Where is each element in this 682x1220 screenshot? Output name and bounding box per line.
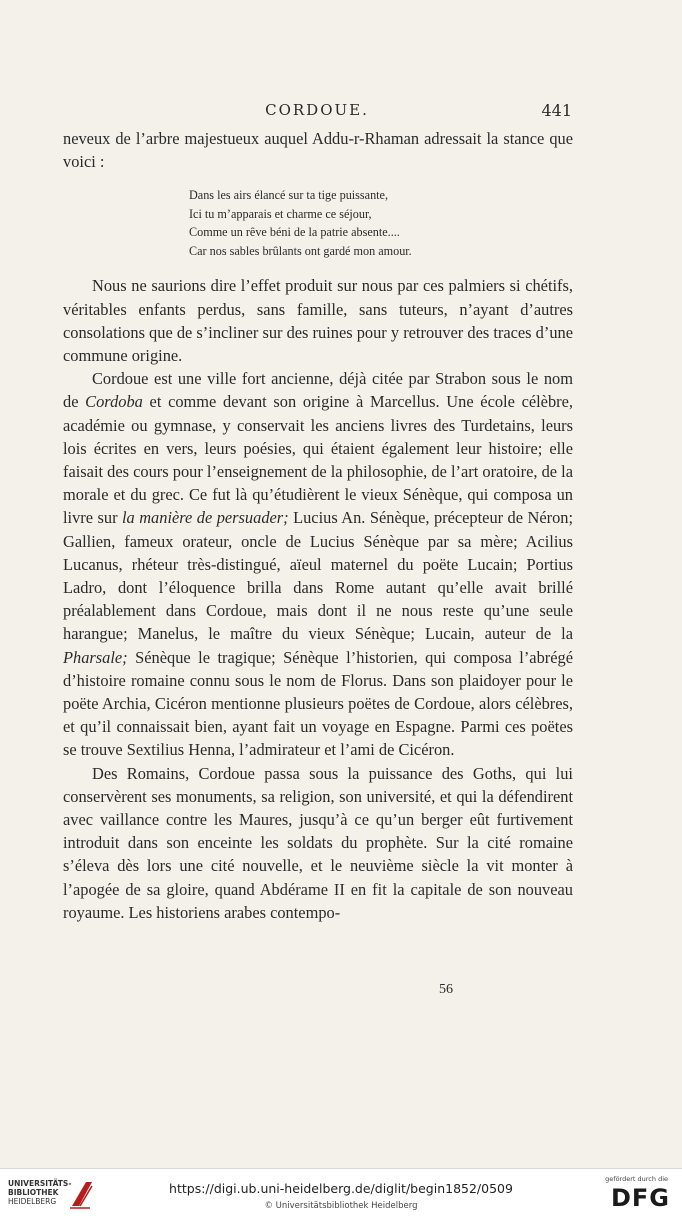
running-title: CORDOUE. bbox=[265, 101, 369, 119]
signature-mark: 56 bbox=[439, 982, 453, 997]
italic-pharsale: Pharsale; bbox=[63, 647, 128, 667]
paragraph-romains-goths: Des Romains, Cordoue passa sous la puissance des Goths, qui lui conservèrent ses monuments, sa religion, son université, et qui la défendirent avec vaillance contre les Maures, jusqu’à ce qu’un berger eût furtivement introduit dans son enceinte les soldats du prophète. Sur la cité romaine s’éleva dès lors une cité nouvelle, et le neuvième siècle la vit monter à l’apogée de sa gloire, quand Abdérame II en fit la capitale de son nouveau royaume. Les historiens arabes contempo- bbox=[63, 763, 573, 922]
dfg-caption: gefördert durch die bbox=[605, 1175, 668, 1183]
dfg-logo[interactable]: DFG bbox=[610, 1184, 670, 1212]
page-number: 441 bbox=[541, 101, 572, 120]
running-head bbox=[62, 101, 572, 123]
text-run: Sénèque le tragique; Sénèque l’historien, qui composa l’abrégé d’histoire romaine connu sous le nom de Florus. Dans son plaidoyer pour le poëte Archia, Cicéron mentionne plusieurs poëtes de Cordoue, alors célèbres, et qu’il connaissait bien, ayant fait un voyage en Espagne. Parmi ces poëtes se trouve Sextilius Henna, l’admirateur et l’ami de Cicéron. bbox=[63, 647, 573, 760]
paragraph-cordoue-ancienne bbox=[63, 367, 573, 761]
verse-line: Car nos sables brûlants ont gardé mon amour. bbox=[189, 243, 412, 258]
paragraph-palmiers: Nous ne saurions dire l’effet produit sur nous par ces palmiers si chétifs, véritables enfants perdus, sans famille, sans tuteurs, n’ayant d’autres consolations que de s’incliner sur des ruines pour y retrouver des traces d’une commune origine. bbox=[63, 276, 573, 366]
permalink-url[interactable]: https://digi.ub.uni-heidelberg.de/diglit/begin1852/0509 bbox=[169, 1181, 513, 1196]
viewer-footer bbox=[0, 1168, 682, 1220]
body-text bbox=[63, 127, 573, 924]
italic-cordoba: Cordoba bbox=[85, 392, 143, 412]
verse-line: Ici tu m’apparais et charme ce séjour, bbox=[189, 206, 372, 221]
text-run: et comme devant son origine à Marcellus. Une école célèbre, académie ou gymnase, y conservait les anciens livres des Turdetains, leurs lois écrites en vers, leurs poésies, qui étaient également leur histoire; elle faisait des cours pour l’enseignement de la philosophie, de l’art oratoire, de la morale et du grec. Ce fut là qu’étudièrent le vieux Sénèque, qui composa un livre sur bbox=[63, 392, 573, 528]
italic-book-title: la manière de persuader; bbox=[122, 508, 289, 528]
verse-line: Dans les airs élancé sur ta tige puissante, bbox=[189, 188, 388, 203]
copyright-notice: © Universitätsbibliothek Heidelberg bbox=[264, 1201, 418, 1211]
intro-paragraph: neveux de l’arbre majestueux auquel Addu-r-Rhaman adressait la stance que voici : bbox=[63, 129, 573, 172]
verse-stanza bbox=[189, 186, 573, 260]
text-run: Cordoue est une ville fort ancienne, déjà citée par Strabon sous le nom de bbox=[63, 369, 573, 412]
library-name[interactable]: UNIVERSITÄTS- BIBLIOTHEK HEIDELBERG bbox=[8, 1179, 72, 1206]
verse-line: Comme un rêve béni de la patrie absente.... bbox=[189, 225, 400, 240]
text-run: Lucius An. Sénèque, précepteur de Néron; Gallien, fameux orateur, oncle de Lucius Sénèque par sa mère; Acilius Lucanus, rhéteur très-distingué, aïeul maternel du poëte Lucain; Portius Ladro, dont l’éloquence brilla dans Rome autant qu’elle avait brillé préalablement dans Cordoue, mais dont il ne nous reste qu’une seule harangue; Manelus, le maître du vieux Sénèque; Lucain, auteur de la bbox=[63, 508, 574, 644]
